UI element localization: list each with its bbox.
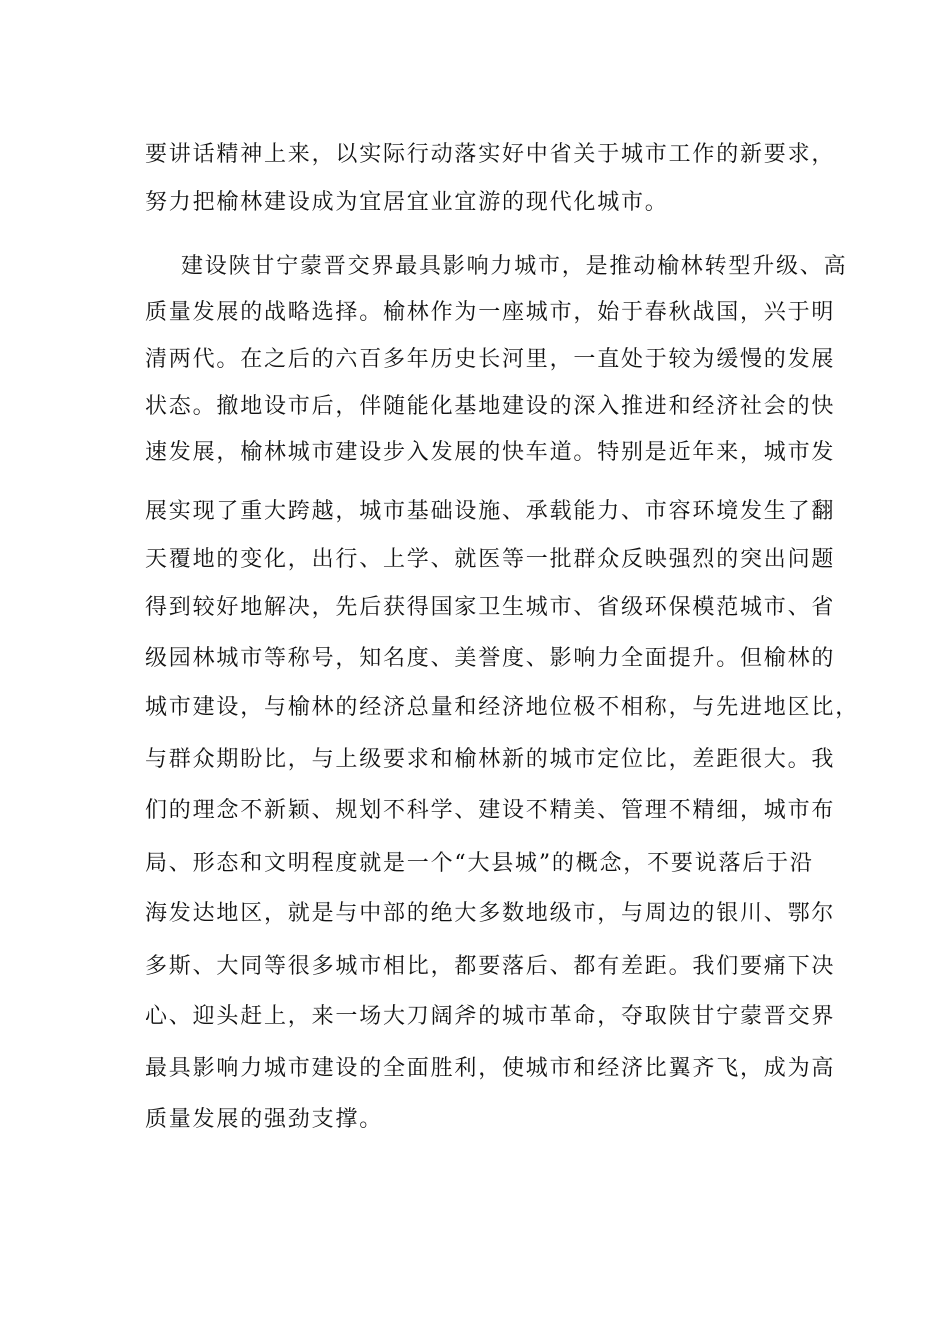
- text-line: 得到较好地解决，先后获得国家卫生城市、省级环保模范城市、省: [145, 595, 836, 620]
- text-line: 要讲话精神上来，以实际行动落实好中省关于城市工作的新要求，: [145, 142, 836, 167]
- text-line: 局、形态和文明程度就是一个“大县城”的概念，不要说落后于沿: [145, 851, 814, 876]
- text-line: 速发展，榆林城市建设步入发展的快车道。特别是近年来，城市发: [145, 440, 836, 465]
- text-line: 天覆地的变化，出行、上学、就医等一批群众反映强烈的突出问题: [145, 547, 836, 572]
- text-line: 质量发展的强劲支撑。: [145, 1107, 384, 1132]
- text-line: 与群众期盼比，与上级要求和榆林新的城市定位比，差距很大。我: [145, 747, 836, 772]
- text-line: 清两代。在之后的六百多年历史长河里，一直处于较为缓慢的发展: [145, 347, 836, 372]
- text-line: 多斯、大同等很多城市相比，都要落后、都有差距。我们要痛下决: [145, 954, 836, 979]
- text-line: 们的理念不新颖、规划不科学、建设不精美、管理不精细，城市布: [145, 798, 836, 823]
- text-line: 级园林城市等称号，知名度、美誉度、影响力全面提升。但榆林的: [145, 646, 836, 671]
- text-line: 海发达地区，就是与中部的绝大多数地级市，与周边的银川、鄂尔: [145, 901, 836, 926]
- text-line: 质量发展的战略选择。榆林作为一座城市，始于春秋战国，兴于明: [145, 300, 836, 325]
- text-line: 状态。撤地设市后，伴随能化基地建设的深入推进和经济社会的快: [145, 394, 836, 419]
- text-line: 最具影响力城市建设的全面胜利，使城市和经济比翼齐飞，成为高: [145, 1056, 836, 1081]
- text-line: 展实现了重大跨越，城市基础设施、承载能力、市容环境发生了翻: [145, 499, 836, 524]
- text-line: 心、迎头赶上，来一场大刀阔斧的城市革命，夺取陕甘宁蒙晋交界: [145, 1004, 836, 1029]
- text-line: 城市建设，与榆林的经济总量和经济地位极不相称，与先进地区比，: [145, 695, 860, 720]
- text-line: 建设陕甘宁蒙晋交界最具影响力城市，是推动榆林转型升级、高: [181, 254, 848, 279]
- text-line: 努力把榆林建设成为宜居宜业宜游的现代化城市。: [145, 190, 669, 215]
